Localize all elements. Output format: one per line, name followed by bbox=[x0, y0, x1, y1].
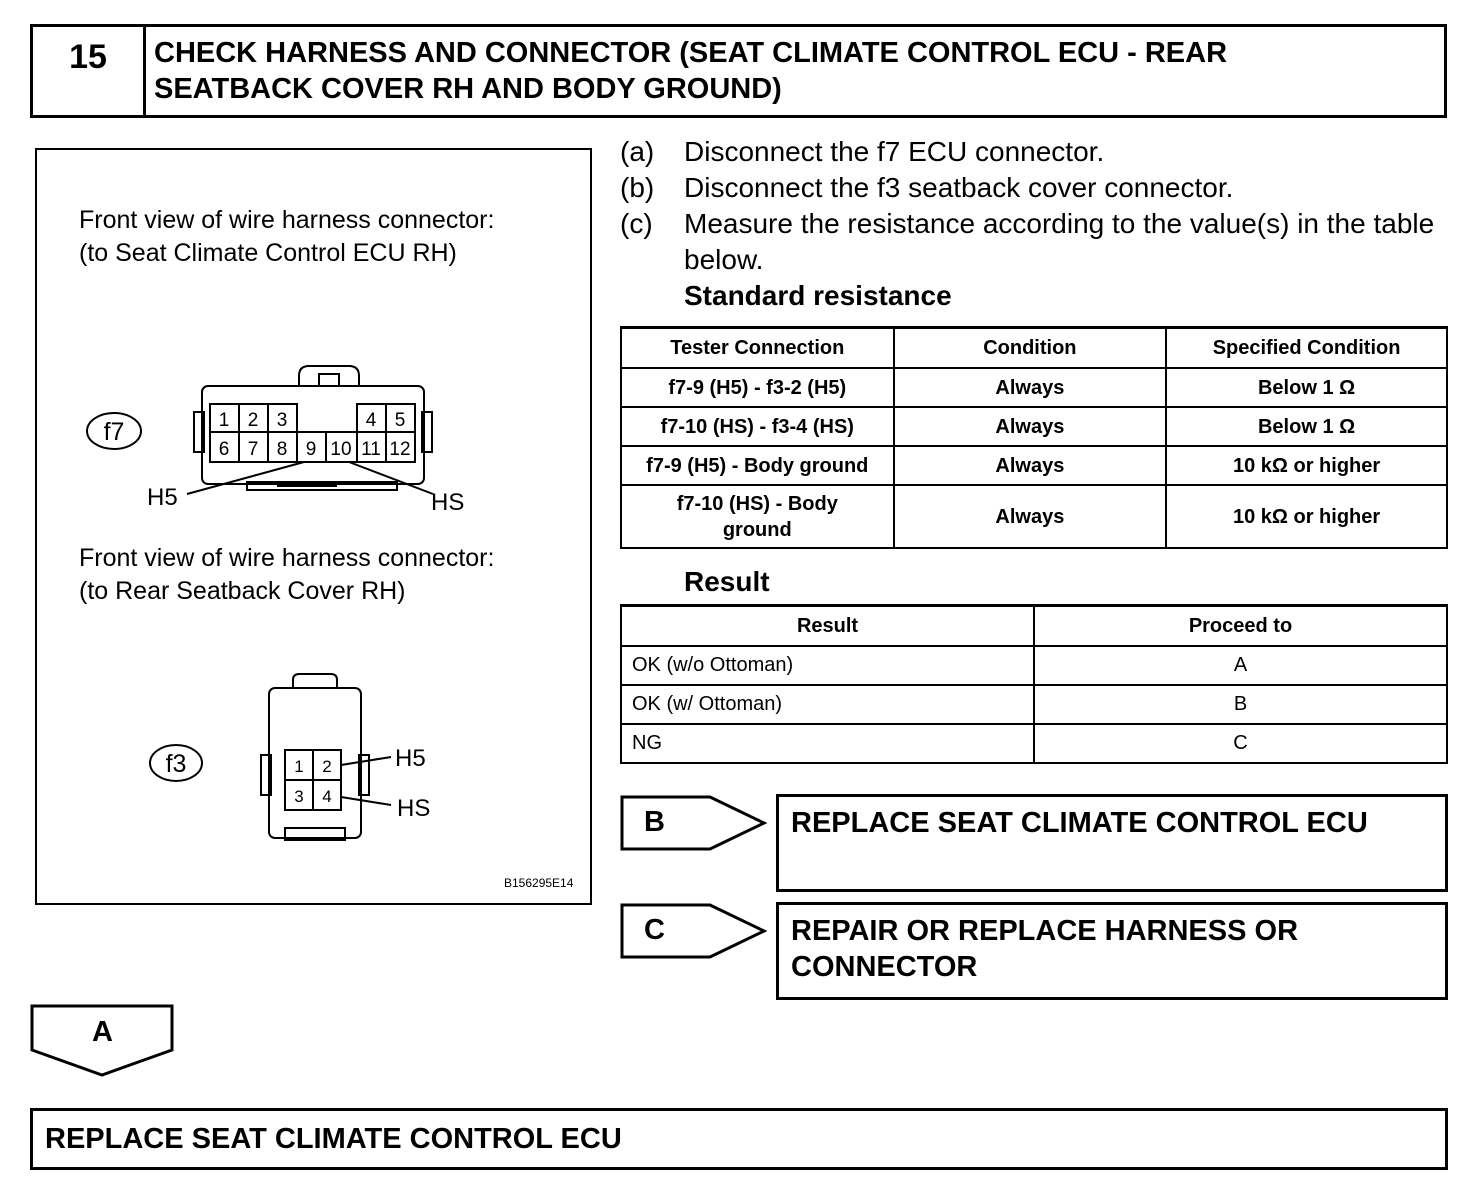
connector-figure bbox=[35, 148, 592, 905]
f3-caption-line-2: (to Rear Seatback Cover RH) bbox=[79, 577, 406, 605]
f7-pin: 4 bbox=[365, 410, 377, 431]
f7-pin: 8 bbox=[276, 439, 288, 460]
procedure-step bbox=[620, 170, 1450, 206]
table-row bbox=[621, 724, 1447, 763]
step-label: (b) bbox=[620, 172, 655, 203]
f7-pin: 9 bbox=[305, 439, 317, 460]
table-cell: Always bbox=[894, 407, 1167, 446]
table-cell: Below 1 Ω bbox=[1166, 407, 1447, 446]
f7-caption-line-2: (to Seat Climate Control ECU RH) bbox=[79, 239, 457, 267]
branch-a-label: A bbox=[92, 1016, 113, 1048]
table-cell: Always bbox=[894, 485, 1167, 548]
table-row bbox=[621, 368, 1447, 407]
f7-caption-line-1: Front view of wire harness connector: bbox=[79, 206, 495, 234]
table-cell: 10 kΩ or higher bbox=[1166, 485, 1447, 548]
table-cell: Always bbox=[894, 368, 1167, 407]
column-header: Proceed to bbox=[1034, 606, 1447, 647]
f7-pin: 3 bbox=[276, 410, 288, 431]
f7-hs-label: HS bbox=[431, 489, 465, 516]
f3-pin: 2 bbox=[322, 757, 332, 776]
f3-h5-pointer-line bbox=[341, 757, 391, 765]
right-arrow-icon bbox=[620, 902, 770, 960]
f7-pin: 12 bbox=[389, 439, 411, 460]
f3-hs-pointer-line bbox=[341, 797, 391, 805]
f3-label: f3 bbox=[165, 750, 187, 778]
table-row bbox=[621, 407, 1447, 446]
f7-pin: 2 bbox=[247, 410, 259, 431]
table-cell: Always bbox=[894, 446, 1167, 485]
result-table bbox=[620, 604, 1448, 764]
f3-caption-line-1: Front view of wire harness connector: bbox=[79, 544, 495, 572]
step-label: (c) bbox=[620, 208, 653, 239]
table-cell: C bbox=[1034, 724, 1447, 763]
table-cell: A bbox=[1034, 646, 1447, 685]
table-cell: f7-9 (H5) - Body ground bbox=[621, 446, 894, 485]
step-label: (a) bbox=[620, 136, 655, 167]
procedure-step bbox=[620, 134, 1450, 170]
column-header: Condition bbox=[894, 328, 1167, 369]
f7-pin: 7 bbox=[247, 439, 259, 460]
step-header bbox=[30, 24, 1447, 118]
f3-pin: 4 bbox=[322, 787, 332, 806]
table-cell: 10 kΩ or higher bbox=[1166, 446, 1447, 485]
step-number: 15 bbox=[33, 27, 146, 115]
table-cell: f7-10 (HS) - Body ground bbox=[621, 485, 894, 548]
f3-pin: 1 bbox=[294, 757, 304, 776]
standard-resistance-table bbox=[620, 326, 1448, 549]
column-header: Tester Connection bbox=[621, 328, 894, 369]
branch-a-action: REPLACE SEAT CLIMATE CONTROL ECU bbox=[30, 1108, 1448, 1170]
f3-h5-label: H5 bbox=[395, 745, 426, 772]
table-row bbox=[621, 485, 1447, 548]
f3-caption bbox=[79, 542, 494, 608]
table-header-row bbox=[621, 606, 1447, 647]
f7-pin: 6 bbox=[218, 439, 230, 460]
table-row bbox=[621, 685, 1447, 724]
procedure bbox=[620, 134, 1450, 314]
result-heading: Result bbox=[684, 566, 770, 597]
branch-c-arrow bbox=[620, 902, 770, 960]
branch-a-arrow bbox=[30, 1004, 176, 1078]
standard-resistance-heading: Standard resistance bbox=[684, 280, 952, 311]
f7-label: f7 bbox=[103, 418, 125, 446]
f7-pin: 5 bbox=[394, 410, 406, 431]
table-cell: f7-9 (H5) - f3-2 (H5) bbox=[621, 368, 894, 407]
f7-pin: 11 bbox=[361, 439, 381, 460]
step-text: Measure the resistance according to the value(s) in the table below. bbox=[684, 208, 1435, 275]
step-title-line-2: SEATBACK COVER RH AND BODY GROUND) bbox=[154, 73, 782, 105]
branch-b-action: REPLACE SEAT CLIMATE CONTROL ECU bbox=[776, 794, 1448, 892]
connector-diagram bbox=[37, 150, 590, 903]
table-cell: OK (w/ Ottoman) bbox=[621, 685, 1034, 724]
branch-b-arrow bbox=[620, 794, 770, 852]
table-cell: B bbox=[1034, 685, 1447, 724]
table-cell: OK (w/o Ottoman) bbox=[621, 646, 1034, 685]
step-title bbox=[154, 35, 1414, 107]
table-cell: Below 1 Ω bbox=[1166, 368, 1447, 407]
step-text: Disconnect the f7 ECU connector. bbox=[684, 136, 1105, 167]
table-row bbox=[621, 646, 1447, 685]
f3-pin: 3 bbox=[294, 787, 304, 806]
branch-c-label: C bbox=[644, 914, 665, 946]
right-arrow-icon bbox=[620, 794, 770, 852]
branch-b-label: B bbox=[644, 806, 665, 838]
f7-h5-label: H5 bbox=[147, 484, 178, 511]
table-cell: NG bbox=[621, 724, 1034, 763]
column-header: Result bbox=[621, 606, 1034, 647]
table-cell: f7-10 (HS) - f3-4 (HS) bbox=[621, 407, 894, 446]
step-text: Disconnect the f3 seatback cover connector. bbox=[684, 172, 1234, 203]
f7-housing bbox=[202, 386, 424, 484]
figure-code: B156295E14 bbox=[504, 876, 574, 890]
f3-hs-label: HS bbox=[397, 795, 431, 822]
column-header: Specified Condition bbox=[1166, 328, 1447, 369]
step-title-line-1: CHECK HARNESS AND CONNECTOR (SEAT CLIMATE CONTROL ECU - REAR bbox=[154, 37, 1228, 69]
table-header-row bbox=[621, 328, 1447, 369]
f7-pin: 1 bbox=[218, 410, 230, 431]
f7-pin: 10 bbox=[330, 439, 352, 460]
procedure-step bbox=[620, 206, 1450, 278]
table-row bbox=[621, 446, 1447, 485]
branch-c-action: REPAIR OR REPLACE HARNESS OR CONNECTOR bbox=[776, 902, 1448, 1000]
